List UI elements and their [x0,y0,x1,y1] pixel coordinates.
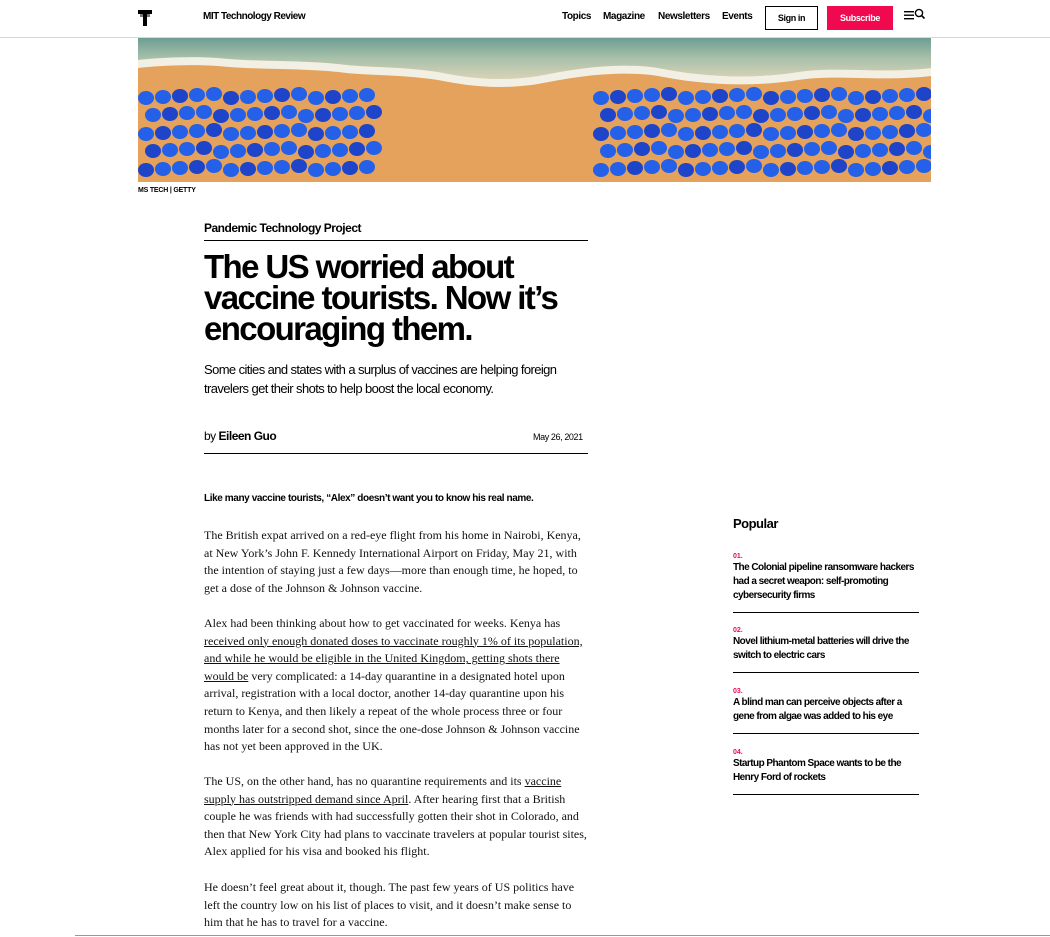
umbrella-shape [213,109,229,123]
popular-item-title[interactable]: A blind man can perceive objects after a gene from algae was added to his eye [733,697,902,722]
umbrella-shape [695,126,711,140]
umbrella-shape [729,160,745,174]
umbrella-shape [702,143,718,157]
umbrella-shape [899,124,915,138]
umbrella-shape [736,141,752,155]
umbrella-shape [804,142,820,156]
paragraph-text: The US, on the other hand, has no quarantine requirements and its [204,774,525,788]
umbrella-shape [617,107,633,121]
mit-logo-icon[interactable] [138,10,152,26]
umbrella-shape [855,144,871,158]
umbrella-shape [668,145,684,159]
umbrella-shape [593,163,609,177]
paragraph-text: very complicated: a 14-day quarantine in a designated hotel upon arrival, registration with a local doctor, another 14-day quarantine upon his return to Kenya, and then likely a repeat of the whole process three or four months later for a second shot, since the one-dose Johnson & Johnson vaccine has not yet been approved in the UK. [204,668,580,754]
umbrella-shape [882,89,898,103]
umbrella-shape [678,127,694,141]
umbrella-shape [797,89,813,103]
umbrella-shape [145,144,161,158]
umbrella-shape [359,88,375,102]
umbrella-shape [172,89,188,103]
umbrella-shape [906,141,922,155]
umbrella-shape [359,124,375,138]
umbrella-shape [712,89,728,103]
umbrella-shape [600,144,616,158]
umbrella-shape [865,126,881,140]
popular-item[interactable] [733,749,919,795]
umbrella-shape [155,90,171,104]
umbrella-shape [315,144,331,158]
umbrella-shape [770,144,786,158]
nav-topics[interactable]: Topics [562,11,592,22]
umbrella-shape [223,91,239,105]
umbrella-shape [342,161,358,175]
umbrella-shape [848,127,864,141]
umbrella-shape [685,144,701,158]
umbrella-shape [668,109,684,123]
inline-link-vaccine-supply[interactable]: vaccine supply has outstripped demand since April [204,774,562,806]
brand-name[interactable]: MIT Technology Review [203,11,306,22]
popular-item[interactable] [733,688,919,734]
byline-divider [204,453,588,454]
article-paragraph-4: He doesn’t feel great about it, though. The past few years of US politics have left the country low on his list of places to visit, and it doesn’t make sense to him that he has to travel for a vaccine. [204,880,575,930]
umbrella-shape [797,161,813,175]
umbrella-shape [366,141,382,155]
umbrella-shape [661,123,677,137]
nav-magazine[interactable]: Magazine [603,11,645,22]
umbrella-shape [172,125,188,139]
umbrella-shape [291,159,307,173]
popular-item-number: 03. [733,688,743,695]
hero-image [138,38,931,182]
umbrella-shape [838,109,854,123]
umbrella-shape [240,162,256,176]
umbrella-shape [634,142,650,156]
umbrella-shape [872,143,888,157]
umbrella-shape [247,107,263,121]
umbrella-shape [196,141,212,155]
popular-item-number: 01. [733,553,743,560]
umbrella-shape [872,107,888,121]
umbrella-shape [155,126,171,140]
umbrella-shape [291,87,307,101]
umbrella-shape [257,125,273,139]
umbrella-shape [719,106,735,120]
umbrella-shape [206,123,222,137]
umbrella-shape [298,109,314,123]
page-title: The US worried about vaccine tourists. Now it’s encouraging them. [204,248,558,347]
popular-item-title[interactable]: The Colonial pipeline ransomware hackers had a secret weapon: self-promoting cybersecurity firms [733,562,914,601]
popular-item-number: 02. [733,627,743,634]
umbrella-shape [889,106,905,120]
image-credit: MS TECH | GETTY [138,187,196,194]
umbrella-shape [206,159,222,173]
umbrella-shape [821,105,837,119]
umbrella-shape [838,145,854,159]
author-link[interactable]: Eileen Guo [218,429,277,443]
umbrella-shape [736,105,752,119]
umbrella-shape [617,143,633,157]
umbrella-shape [746,159,762,173]
umbrella-shape [332,107,348,121]
article-paragraph-3 [204,773,590,861]
umbrella-shape [661,159,677,173]
umbrella-shape [308,91,324,105]
umbrella-shape [349,142,365,156]
umbrella-shape [797,125,813,139]
umbrella-shape [627,161,643,175]
umbrella-shape [281,141,297,155]
article-kicker[interactable]: Pandemic Technology Project [204,221,361,235]
umbrella-shape [644,160,660,174]
umbrella-shape [787,107,803,121]
umbrella-shape [189,88,205,102]
umbrella-shape [882,161,898,175]
umbrella-shape [138,91,154,105]
umbrella-shape [610,90,626,104]
umbrella-shape [814,124,830,138]
umbrella-shape [325,90,341,104]
article-dek: Some cities and states with a surplus of vaccines are helping foreign travelers get their shots to help boost the local economy. [204,362,557,396]
umbrella-shape [247,143,263,157]
umbrella-shape [162,107,178,121]
umbrella-shape [230,144,246,158]
umbrella-shape [627,89,643,103]
umbrella-shape [281,105,297,119]
umbrella-shape [240,126,256,140]
umbrella-shape [189,160,205,174]
umbrella-shape [189,124,205,138]
umbrella-shape [678,163,694,177]
umbrella-shape [359,160,375,174]
umbrella-shape [223,127,239,141]
umbrella-shape [712,125,728,139]
umbrella-shape [230,108,246,122]
umbrella-shape [342,125,358,139]
bottom-divider [75,935,1050,936]
byline [204,429,276,443]
umbrella-shape [325,162,341,176]
umbrella-shape [138,127,154,141]
umbrella-shape [763,163,779,177]
umbrella-shape [746,123,762,137]
umbrella-shape [610,126,626,140]
umbrella-shape [770,108,786,122]
umbrella-shape [223,163,239,177]
umbrella-shape [366,105,382,119]
inline-link-vaccine-doses[interactable]: received only enough donated doses to vaccinate roughly 1% of its population, and while he would be eligible in the United Kingdom, getting shots there would be [204,633,583,683]
umbrella-shape [342,89,358,103]
umbrella-shape [274,88,290,102]
umbrella-shape [702,107,718,121]
umbrella-shape [257,161,273,175]
umbrella-shape [138,163,154,177]
publish-date: May 26, 2021 [533,432,583,442]
umbrella-shape [349,106,365,120]
umbrella-shape [627,125,643,139]
umbrella-shape [213,145,229,159]
umbrella-shape [179,142,195,156]
popular-item[interactable] [733,627,919,673]
umbrella-shape [729,124,745,138]
umbrella-shape [308,163,324,177]
umbrella-shape [821,141,837,155]
umbrella-shape [889,142,905,156]
umbrella-shape [865,90,881,104]
umbrella-shape [763,91,779,105]
umbrella-shape [685,108,701,122]
umbrella-shape [780,90,796,104]
umbrella-shape [593,91,609,105]
umbrella-shape [695,90,711,104]
umbrella-shape [661,87,677,101]
nav-events[interactable]: Events [722,11,753,22]
subscribe-button[interactable]: Subscribe [827,6,893,30]
umbrella-shape [787,143,803,157]
umbrella-shape [831,123,847,137]
umbrella-shape [240,90,256,104]
nav-newsletters[interactable]: Newsletters [658,11,710,22]
umbrella-shape [145,108,161,122]
menu-search-icon[interactable] [904,8,926,22]
popular-item-number: 04. [733,749,743,756]
umbrella-shape [308,127,324,141]
umbrella-shape [162,143,178,157]
umbrella-shape [315,108,331,122]
umbrella-shape [593,127,609,141]
kicker-divider [204,240,588,241]
umbrella-shape [746,87,762,101]
umbrella-shape [325,126,341,140]
umbrella-shape [291,123,307,137]
umbrella-shape [644,88,660,102]
umbrella-shape [695,162,711,176]
umbrella-shape [196,105,212,119]
popular-item-title[interactable]: Startup Phantom Space wants to be the Henry Ford of rockets [733,758,902,783]
umbrella-shape [729,88,745,102]
umbrella-shape [155,162,171,176]
umbrella-shape [600,108,616,122]
umbrella-shape [274,124,290,138]
umbrella-shape [179,106,195,120]
umbrella-shape [804,106,820,120]
umbrella-shape [780,126,796,140]
byline-prefix: by [204,429,216,443]
umbrella-shape [882,125,898,139]
paragraph-text: Alex had been thinking about how to get vaccinated for weeks. Kenya has [204,616,561,630]
paragraph-text: . After hearing first that a British couple he was friends with had successfully gotten their shot in Colorado, and then that New York City had plans to vaccinate travelers at popular tourist sites, Alex applied for his visa and booked his flight. [204,791,587,859]
umbrella-shape [634,106,650,120]
umbrella-shape [865,162,881,176]
popular-item-title[interactable]: Novel lithium-metal batteries will drive the switch to electric cars [733,636,909,661]
umbrella-shape [610,162,626,176]
umbrella-shape [678,91,694,105]
umbrella-shape [264,142,280,156]
umbrella-shape [814,88,830,102]
umbrella-shape [855,108,871,122]
article-paragraph-1: The British expat arrived on a red-eye flight from his home in Nairobi, Kenya, at New York’s John F. Kennedy International Airport on Friday, May 21, with the intention of staying just a few days—more than enough time, he hoped, to get a dose of the Johnson & Johnson vaccine. [204,528,581,595]
umbrella-shape [274,160,290,174]
umbrella-shape [899,88,915,102]
signin-button[interactable]: Sign in [765,6,818,30]
umbrella-shape [753,145,769,159]
umbrella-shape [719,142,735,156]
umbrella-shape [906,105,922,119]
popular-heading: Popular [733,516,778,531]
umbrella-shape [814,160,830,174]
umbrella-shape [712,161,728,175]
umbrella-shape [257,89,273,103]
umbrella-shape [831,159,847,173]
article-lede: Like many vaccine tourists, “Alex” doesn’t want you to know his real name. [204,493,534,504]
umbrella-shape [753,109,769,123]
umbrella-shape [780,162,796,176]
umbrella-shape [831,87,847,101]
umbrella-shape [644,124,660,138]
article-paragraph-2 [204,615,590,756]
umbrella-shape [848,163,864,177]
umbrella-shape [332,143,348,157]
umbrella-shape [298,145,314,159]
umbrella-shape [899,160,915,174]
umbrella-shape [172,161,188,175]
umbrella-shape [264,106,280,120]
umbrella-shape [206,87,222,101]
umbrella-shape [651,105,667,119]
umbrella-shape [763,127,779,141]
site-header [0,0,1050,38]
umbrella-shape [848,91,864,105]
popular-item[interactable] [733,553,919,613]
umbrella-shape [651,141,667,155]
